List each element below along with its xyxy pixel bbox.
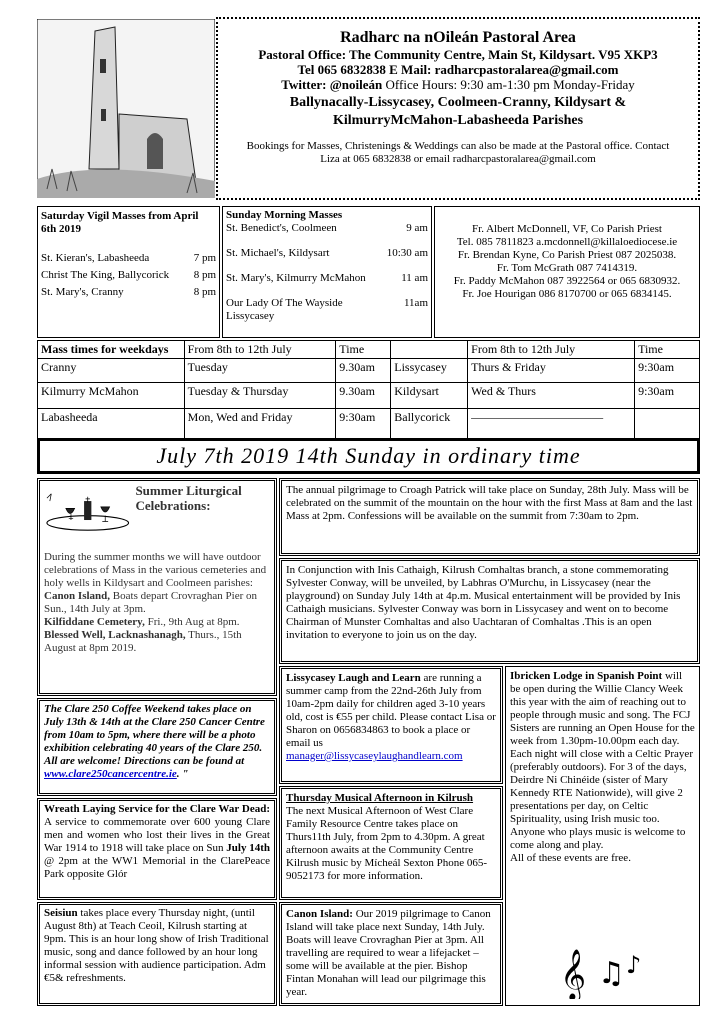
wreath-text: [44, 803, 270, 881]
summer-item: [44, 616, 270, 629]
priest-line: Fr. Tom McGrath 087 7414319.: [496, 262, 638, 274]
sunday-place: St. Benedict's, Coolmeen: [226, 222, 337, 234]
summer-item-name: Blessed Well, Lacknashanagh,: [44, 629, 186, 641]
musical-title: Thursday Musical Afternoon in Kilrush: [286, 792, 474, 804]
sunday-banner: [37, 438, 700, 474]
table-cell: Labasheeda: [38, 409, 185, 439]
sunday-row: [226, 297, 428, 323]
table-header: Time: [635, 341, 700, 359]
ibricken-box: [505, 666, 700, 1006]
table-cell: 9:30am: [635, 359, 700, 383]
vigil-row: [41, 269, 216, 282]
parishes: Ballynacally-Lissycasey, Coolmeen-Cranny, Kildysart & KilmurryMcMahon-Labasheeda Parishes: [289, 95, 627, 128]
office-contact: Tel 065 6832838 E Mail: radharcpastoralarea@gmail.com: [297, 62, 619, 77]
ibricken-body: will be open during the Willie Clancy Week this year with the aim of reaching out to people through music and song. The FCJ Sisters are running an Open House for the week from 1.30pm-10.00pm each day. Each night will close with a Celtic Prayer (preferably outdoors). For 3 of the days, Deirdre Ni Chinéide (sister of Mary Kennedy RTE Nationwide), will give 2 presentations per day, on Celtic Spirituality, using Irish music too. Anyone who plays music is welcome to come along and play.: [510, 670, 695, 851]
twitter-handle: Twitter: @noileán: [281, 77, 383, 92]
header-title: Radharc na nOileán Pastoral Area: [340, 29, 576, 46]
canon-island-title: Canon Island:: [286, 908, 353, 920]
vigil-place: Christ The King, Ballycorick: [41, 269, 170, 281]
laugh-learn-title: Lissycasey Laugh and Learn: [286, 672, 421, 684]
table-header: From 8th to 12th July: [468, 341, 635, 359]
seisiun-text: [44, 907, 270, 985]
table-cell: ———————————: [468, 409, 635, 439]
croagh-patrick-text: The annual pilgrimage to Croagh Patrick will take place on Sunday, 28th July. Mass will be celebrated on the summit of the mountain on the hour with the first Mass at 8am and the last Mass at 2pm. Confessions will be available on the summit from 7:30am to 2pm.: [286, 484, 693, 522]
sunday-place: Our Lady Of The Wayside Lissycasey: [226, 297, 343, 322]
sunday-time: 11am: [403, 297, 428, 309]
clare250-link[interactable]: www.clare250cancercentre.ie: [44, 768, 177, 780]
laugh-learn-body: are running a summer camp from the 22nd-26th July from 10am-2pm daily for children aged 3-10 years old, cost is €55 per child. Please contact Lisa or Sharon on 0656834863 to book a place or email us: [286, 672, 496, 749]
vigil-row: [41, 286, 216, 299]
table-cell: Thurs & Friday: [468, 359, 635, 383]
vigil-time: 7 pm: [193, 252, 216, 264]
canon-island-box: [279, 902, 503, 1006]
table-header-row: [38, 341, 700, 359]
office-hours-text: Office Hours: 9:30 am-1:30 pm Monday-Friday: [385, 77, 635, 92]
vigil-place: St. Kieran's, Labasheeda: [41, 252, 150, 264]
music-notes-icon: [556, 939, 656, 999]
canon-island-body: Our 2019 pilgrimage to Canon Island will take place next Sunday, 14th July. Boats will leave Crovraghan Pier at 3pm. All travelling are required to wear a lifejacket – some will be available at the pier. Bishop Fintan Monahan will lead our pilgrimage this year.: [286, 908, 491, 998]
seisiun-box: [37, 902, 277, 1006]
table-cell: Cranny: [38, 359, 185, 383]
musical-afternoon-box: [279, 786, 503, 900]
vigil-list: [41, 252, 216, 299]
bookings-note: Bookings for Masses, Christenings & Weddings can also be made at the Pastoral office. Contact Liza at 065 6832838 or email radharcpastoralarea@gmail.com: [246, 140, 670, 165]
sunday-row: [226, 222, 428, 235]
vigil-box: [37, 206, 220, 338]
header-box: [216, 17, 700, 200]
table-cell: Kilmurry McMahon: [38, 383, 185, 409]
clare250-body: The Clare 250 Coffee Weekend takes place on July 13th & 14th at the Clare 250 Cancer Centre from 10am to 5pm, where there will be a photo exhibition celebrating 40 years of the Clare 250. All are welcome! Directions can be found at: [44, 703, 265, 767]
weekday-mass-table: [37, 340, 700, 439]
vigil-row: [41, 252, 216, 265]
table-cell: Tuesday: [184, 359, 336, 383]
vigil-title: Saturday Vigil Masses from April 6th 2019: [41, 210, 199, 235]
summer-title: Summer Liturgical Celebrations:: [135, 483, 242, 513]
table-cell: 9.30am: [336, 359, 391, 383]
summer-liturgical-box: [37, 478, 277, 696]
table-cell: Ballycorick: [391, 409, 468, 439]
summer-item-name: Kilfiddane Cemetery,: [44, 616, 145, 628]
priest-line: Fr. Albert McDonnell, VF, Co Parish Priest: [472, 223, 662, 235]
summer-item-text: Fri., 9th Aug at 8pm.: [144, 616, 240, 628]
summer-item-text: Thurs., 15th August at 8pm 2019.: [44, 629, 242, 654]
table-cell: Lissycasey: [391, 359, 468, 383]
laugh-learn-text: [286, 672, 496, 763]
sunday-time: 9 am: [406, 222, 428, 234]
summer-item-name: Canon Island,: [44, 590, 111, 602]
svg-text:♫: ♫: [598, 956, 625, 991]
table-row: [38, 359, 700, 383]
banner-text: July 7th 2019 14th Sunday in ordinary time: [156, 443, 581, 468]
table-cell: Wed & Thurs: [468, 383, 635, 409]
table-cell: Mon, Wed and Friday: [184, 409, 336, 439]
table-cell: [635, 409, 700, 439]
summer-item-text: Boats depart Crovraghan Pier on Sun., 14th July at 3pm.: [44, 590, 257, 615]
table-row: [38, 383, 700, 409]
office-address: Pastoral Office: The Community Centre, Main St, Kildysart. V95 XKP3: [258, 47, 658, 62]
wreath-date: July 14th: [226, 842, 270, 854]
sunday-place: St. Michael's, Kildysart: [226, 247, 330, 259]
table-header: [391, 341, 468, 359]
table-cell: 9:30am: [635, 383, 700, 409]
seisiun-title: Seisiun: [44, 907, 78, 919]
priest-line: Fr. Joe Hourigan 086 8170700 or 065 6834145.: [462, 288, 672, 300]
summer-item: [44, 629, 270, 655]
svg-text:𝄞: 𝄞: [560, 949, 587, 999]
sunday-place: St. Mary's, Kilmurry McMahon: [226, 272, 366, 284]
vigil-time: 8 pm: [193, 269, 216, 281]
clare250-box: [37, 698, 277, 796]
priest-line: Fr. Paddy McMahon 087 3922564 or 065 6830932.: [453, 275, 681, 287]
ibricken-text: [510, 670, 695, 852]
laugh-learn-email-link[interactable]: manager@lissycaseylaughandlearn.com: [286, 750, 463, 762]
table-header: Time: [336, 341, 391, 359]
chalice-icon: [44, 483, 131, 541]
summer-item: [44, 590, 270, 616]
office-hours: [218, 77, 698, 92]
table-cell: 9.30am: [336, 383, 391, 409]
sunday-time: 11 am: [401, 272, 428, 284]
canon-island-text: [286, 908, 496, 999]
sunday-row: [226, 247, 428, 260]
table-row: [38, 409, 700, 439]
summer-intro: During the summer months we will have outdoor celebrations of Mass in the various cemeteries and holy wells in Kildysart and Coolmeen parishes:: [44, 551, 267, 589]
table-cell: 9:30am: [336, 409, 391, 439]
priests-box: [434, 206, 700, 338]
conway-box: [279, 558, 700, 664]
sunday-title: Sunday Morning Masses: [226, 209, 343, 221]
table-header: Mass times for weekdays: [38, 341, 185, 359]
ibricken-footer: All of these events are free.: [510, 852, 631, 864]
church-ruin-illustration: [37, 19, 215, 198]
table-header: From 8th to 12th July: [184, 341, 336, 359]
table-cell: Tuesday & Thursday: [184, 383, 336, 409]
wreath-body-end: @ 2pm at the WW1 Memorial in the ClarePeace Park opposite Glór: [44, 855, 270, 880]
sunday-row: [226, 272, 428, 285]
priest-line: Fr. Brendan Kyne, Co Parish Priest 087 2025038.: [457, 249, 677, 261]
laugh-learn-box: [279, 666, 503, 784]
musical-text: The next Musical Afternoon of West Clare Family Resource Centre takes place on Thurs11th July, from 2pm to 4.30pm. A great afternoon awaits at the Community Centre Kilrush music by Mícheál Sexton Phone 065-9052173 for more information.: [286, 805, 488, 882]
sunday-time: 10:30 am: [386, 247, 428, 259]
priest-line: Tel. 085 7811823 a.mcdonnell@killaloediocese.ie: [456, 236, 678, 248]
conway-text: In Conjunction with Inis Cathaigh, Kilrush Comhaltas branch, a stone commemorating Sylvester Conway, will be unveiled, by Labhras O'Murchu, in Lissycasey (near the playground) on Sunday July 14th at 4p.m. Musical entertainment will be provided by Inis Cathaigh musicians. Sylvester Conway was born in Lissycasey and went on to become Chairman of Munster Comhaltas and also Uachtaran of Comhaltas .This is an open invitation to everyone to join us on the day.: [286, 564, 681, 641]
croagh-patrick-box: [279, 478, 700, 556]
sunday-box: [222, 206, 432, 338]
table-cell: Kildysart: [391, 383, 468, 409]
wreath-body: A service to commemorate over 600 young Clare men and women who lost their lives in the Great War 1914 to 1918 will take place on Sun: [44, 816, 270, 854]
svg-text:♪: ♪: [626, 951, 642, 979]
vigil-place: St. Mary's, Cranny: [41, 286, 124, 298]
ibricken-title: Ibricken Lodge in Spanish Point: [510, 670, 663, 682]
clare250-text: [44, 703, 270, 781]
wreath-title: Wreath Laying Service for the Clare War Dead:: [44, 803, 270, 815]
vigil-time: 8 pm: [193, 286, 216, 298]
clare250-end: . ": [176, 768, 189, 780]
seisiun-body: takes place every Thursday night, (until August 8th) at Teach Ceoil, Kilrush starting at 9pm. This is an hour long show of Irish Traditional music, song and dance followed by an hour long informal session with audience participation. Adm €5& refreshments.: [44, 907, 269, 984]
wreath-box: [37, 798, 277, 900]
